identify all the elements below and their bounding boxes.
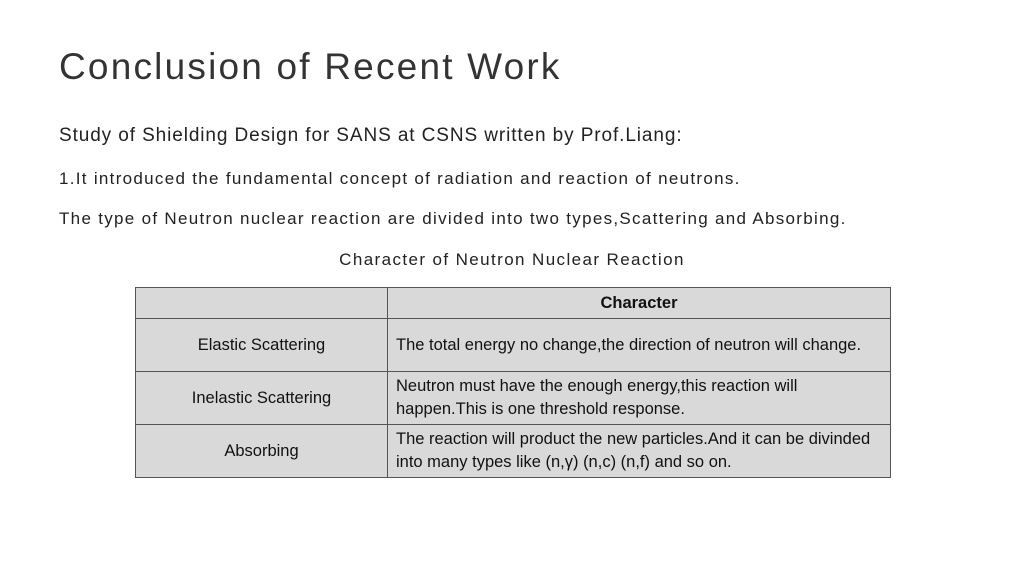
slide-title: Conclusion of Recent Work	[59, 46, 562, 87]
table-caption: Character of Neutron Nuclear Reaction	[339, 250, 685, 269]
slide-subtitle: Study of Shielding Design for SANS at CSNS written by Prof.Liang:	[59, 125, 683, 146]
reaction-name-cell: Absorbing	[136, 425, 388, 478]
table-row	[136, 425, 891, 478]
reaction-character-cell: Neutron must have the enough energy,this reaction will happen.This is one threshold response.	[388, 372, 891, 425]
table-row	[136, 319, 891, 372]
reaction-table	[135, 287, 891, 478]
reaction-character-cell: The total energy no change,the direction of neutron will change.	[388, 319, 891, 372]
table-header-row	[136, 288, 891, 319]
reaction-name-cell: Inelastic Scattering	[136, 372, 388, 425]
reaction-character-cell: The reaction will product the new particles.And it can be divinded into many types like (n,γ) (n,c) (n,f) and so on.	[388, 425, 891, 478]
table-header-character: Character	[388, 288, 891, 319]
reaction-name-cell: Elastic Scattering	[136, 319, 388, 372]
table-row	[136, 372, 891, 425]
body-line-2: The type of Neutron nuclear reaction are divided into two types,Scattering and Absorbing.	[59, 209, 847, 228]
body-line-1: 1.It introduced the fundamental concept of radiation and reaction of neutrons.	[59, 169, 741, 188]
table-header-empty	[136, 288, 388, 319]
